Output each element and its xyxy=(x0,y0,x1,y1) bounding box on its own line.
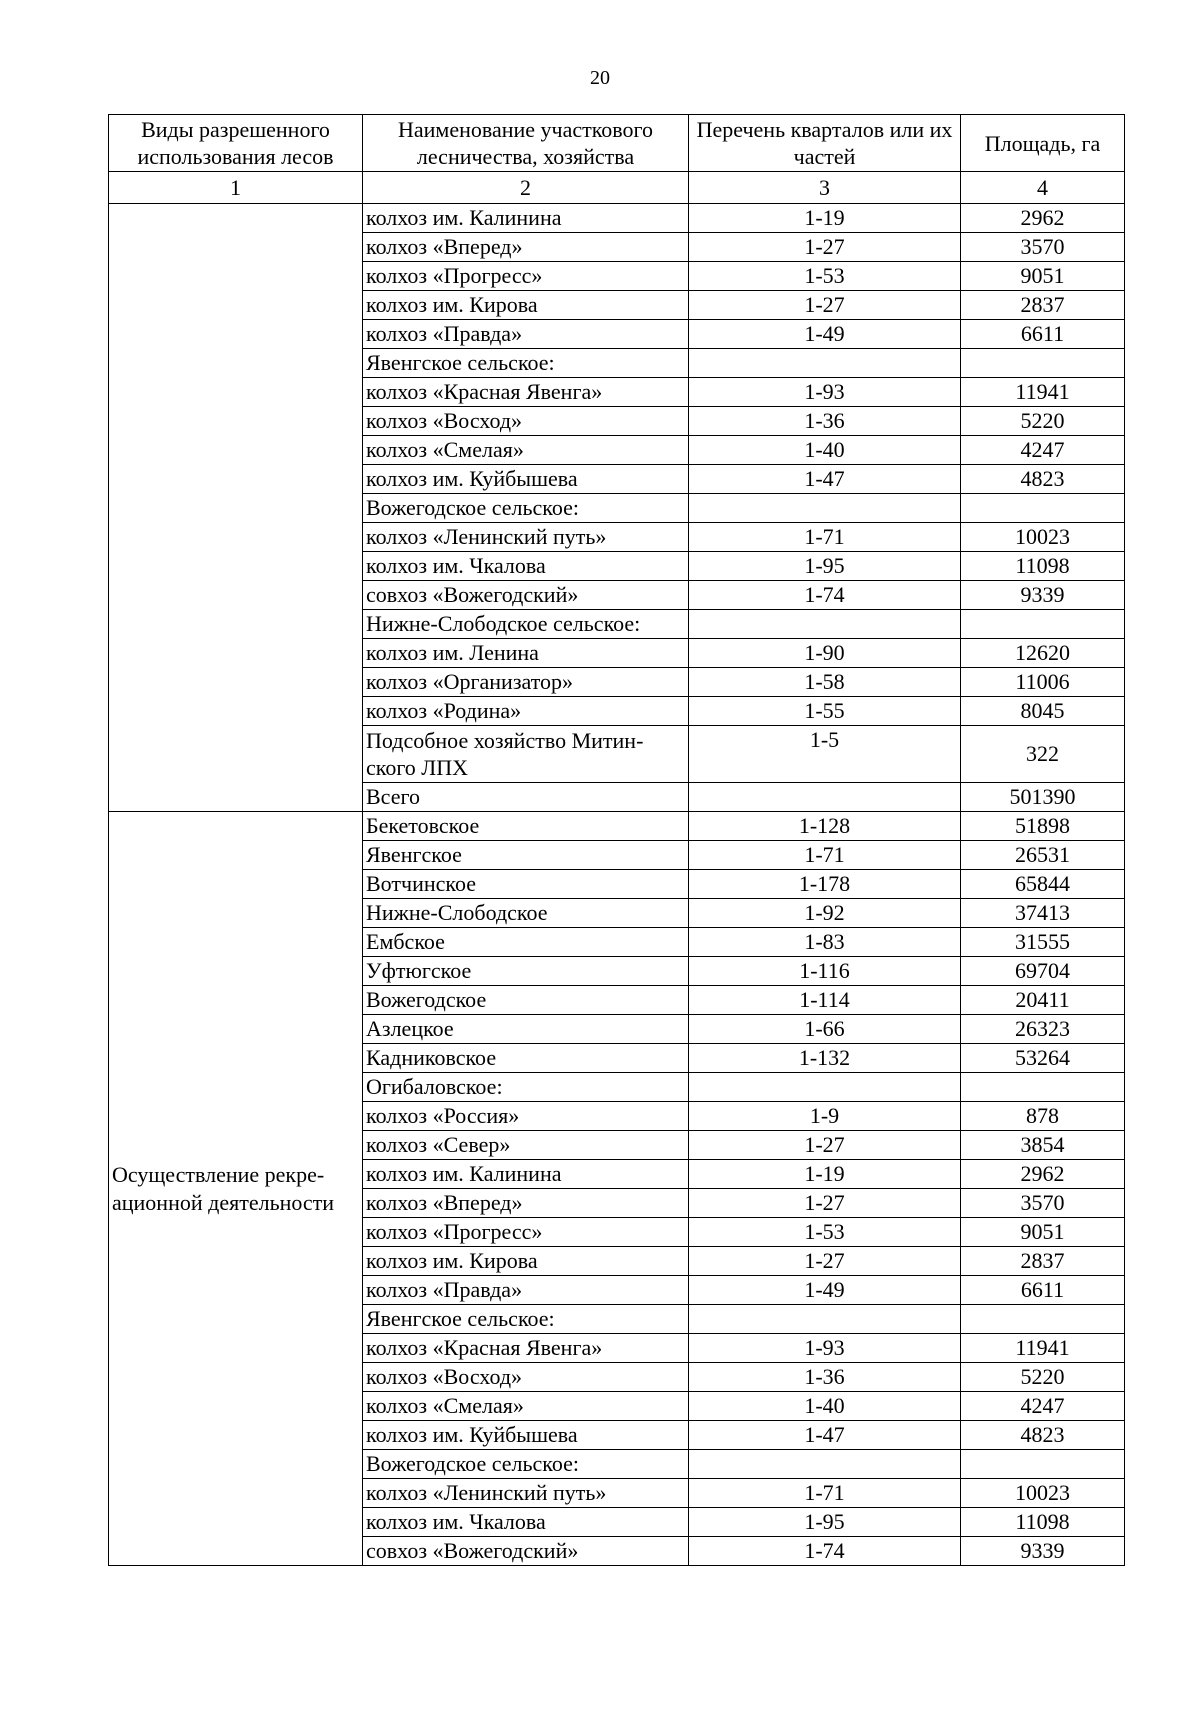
quarters-cell: 1-49 xyxy=(689,320,961,349)
quarters-cell: 1-71 xyxy=(689,1479,961,1508)
area-cell: 69704 xyxy=(961,957,1125,986)
forestry-name-cell: колхоз им. Калинина xyxy=(363,1160,689,1189)
quarters-cell: 1-93 xyxy=(689,378,961,407)
area-cell xyxy=(961,1073,1125,1102)
area-cell: 26323 xyxy=(961,1015,1125,1044)
area-cell: 31555 xyxy=(961,928,1125,957)
area-cell: 11098 xyxy=(961,1508,1125,1537)
area-cell: 2837 xyxy=(961,1247,1125,1276)
quarters-cell: 1-40 xyxy=(689,1392,961,1421)
header-area: Площадь, га xyxy=(961,115,1125,172)
table-body xyxy=(109,204,1125,1566)
quarters-cell: 1-71 xyxy=(689,841,961,870)
forestry-name-cell: Бекетовское xyxy=(363,812,689,841)
area-cell xyxy=(961,1450,1125,1479)
quarters-cell: 1-178 xyxy=(689,870,961,899)
quarters-cell: 1-19 xyxy=(689,204,961,233)
area-cell xyxy=(961,494,1125,523)
quarters-cell: 1-27 xyxy=(689,1247,961,1276)
quarters-cell: 1-53 xyxy=(689,262,961,291)
area-cell: 11006 xyxy=(961,668,1125,697)
forestry-name-cell: колхоз «Красная Явенга» xyxy=(363,1334,689,1363)
quarters-cell: 1-90 xyxy=(689,639,961,668)
column-number: 2 xyxy=(363,172,689,204)
quarters-cell: 1-47 xyxy=(689,1421,961,1450)
area-cell: 10023 xyxy=(961,1479,1125,1508)
quarters-cell: 1-95 xyxy=(689,1508,961,1537)
area-cell: 3570 xyxy=(961,233,1125,262)
use-type-cell xyxy=(109,204,363,812)
forest-use-table xyxy=(108,114,1125,1566)
column-number: 1 xyxy=(109,172,363,204)
quarters-cell: 1-49 xyxy=(689,1276,961,1305)
quarters-cell: 1-53 xyxy=(689,1218,961,1247)
area-cell xyxy=(961,349,1125,378)
area-cell: 11098 xyxy=(961,552,1125,581)
quarters-cell: 1-71 xyxy=(689,523,961,552)
area-cell: 3854 xyxy=(961,1131,1125,1160)
area-cell: 878 xyxy=(961,1102,1125,1131)
area-cell: 12620 xyxy=(961,639,1125,668)
forestry-name-cell: Огибаловское: xyxy=(363,1073,689,1102)
forestry-name-cell: колхоз «Родина» xyxy=(363,697,689,726)
quarters-cell: 1-27 xyxy=(689,233,961,262)
forestry-name-cell: Явенгское xyxy=(363,841,689,870)
area-cell: 11941 xyxy=(961,1334,1125,1363)
forestry-name-cell: колхоз им. Ленина xyxy=(363,639,689,668)
forestry-name-cell: колхоз им. Кирова xyxy=(363,1247,689,1276)
forestry-name-cell: Явенгское сельское: xyxy=(363,349,689,378)
area-cell: 6611 xyxy=(961,1276,1125,1305)
quarters-cell: 1-27 xyxy=(689,291,961,320)
forestry-name-cell: Явенгское сельское: xyxy=(363,1305,689,1334)
page-number: 20 xyxy=(590,67,610,89)
quarters-cell: 1-40 xyxy=(689,436,961,465)
area-cell: 4823 xyxy=(961,465,1125,494)
forestry-name-cell: колхоз «Ленинский путь» xyxy=(363,1479,689,1508)
area-cell: 2962 xyxy=(961,204,1125,233)
header-quarters: Перечень кварталов или их частей xyxy=(689,115,961,172)
area-cell: 2962 xyxy=(961,1160,1125,1189)
quarters-cell: 1-27 xyxy=(689,1131,961,1160)
area-cell: 2837 xyxy=(961,291,1125,320)
area-cell: 10023 xyxy=(961,523,1125,552)
area-cell: 8045 xyxy=(961,697,1125,726)
area-cell: 3570 xyxy=(961,1189,1125,1218)
quarters-cell: 1-93 xyxy=(689,1334,961,1363)
area-cell: 5220 xyxy=(961,1363,1125,1392)
quarters-cell xyxy=(689,349,961,378)
area-cell: 4823 xyxy=(961,1421,1125,1450)
area-cell: 51898 xyxy=(961,812,1125,841)
quarters-cell xyxy=(689,1450,961,1479)
forestry-name-cell: Ембское xyxy=(363,928,689,957)
table-row xyxy=(109,812,1125,841)
forestry-name-cell: совхоз «Вожегодский» xyxy=(363,1537,689,1566)
forestry-name-cell: колхоз «Ленинский путь» xyxy=(363,523,689,552)
quarters-cell: 1-55 xyxy=(689,697,961,726)
forestry-name-cell: колхоз «Восход» xyxy=(363,407,689,436)
quarters-cell: 1-74 xyxy=(689,581,961,610)
forestry-name-cell: колхоз «Правда» xyxy=(363,320,689,349)
quarters-cell: 1-27 xyxy=(689,1189,961,1218)
quarters-cell: 1-36 xyxy=(689,1363,961,1392)
quarters-cell: 1-74 xyxy=(689,1537,961,1566)
quarters-cell: 1-19 xyxy=(689,1160,961,1189)
forestry-name-cell: Кадниковское xyxy=(363,1044,689,1073)
quarters-cell: 1-114 xyxy=(689,986,961,1015)
area-cell: 4247 xyxy=(961,436,1125,465)
forestry-name-cell: колхоз «Прогресс» xyxy=(363,262,689,291)
forestry-name-cell: колхоз «Вперед» xyxy=(363,1189,689,1218)
forestry-name-cell: Уфтюгское xyxy=(363,957,689,986)
area-cell: 9339 xyxy=(961,1537,1125,1566)
forestry-name-cell: колхоз «Смелая» xyxy=(363,436,689,465)
quarters-cell: 1-92 xyxy=(689,899,961,928)
quarters-cell: 1-5 xyxy=(689,726,961,783)
table-header-row xyxy=(109,115,1125,172)
forestry-name-cell: Нижне-Слободское xyxy=(363,899,689,928)
column-number-row xyxy=(109,172,1125,204)
forestry-name-cell: колхоз «Вперед» xyxy=(363,233,689,262)
area-cell: 4247 xyxy=(961,1392,1125,1421)
forestry-name-cell: колхоз им. Чкалова xyxy=(363,552,689,581)
area-cell: 501390 xyxy=(961,783,1125,812)
quarters-cell: 1-9 xyxy=(689,1102,961,1131)
area-cell: 9051 xyxy=(961,262,1125,291)
forestry-name-cell: Вожегодское сельское: xyxy=(363,494,689,523)
forestry-name-cell: колхоз им. Чкалова xyxy=(363,1508,689,1537)
area-cell xyxy=(961,1305,1125,1334)
quarters-cell: 1-132 xyxy=(689,1044,961,1073)
forestry-name-cell: колхоз «Север» xyxy=(363,1131,689,1160)
use-type-cell: Осуществление рекре-ационной деятельности xyxy=(109,812,363,1566)
forestry-name-cell: колхоз «Прогресс» xyxy=(363,1218,689,1247)
forestry-name-cell: Вотчинское xyxy=(363,870,689,899)
area-cell: 11941 xyxy=(961,378,1125,407)
area-cell: 9339 xyxy=(961,581,1125,610)
forestry-name-cell: колхоз «Красная Явенга» xyxy=(363,378,689,407)
forestry-name-cell: колхоз «Восход» xyxy=(363,1363,689,1392)
area-cell: 37413 xyxy=(961,899,1125,928)
forestry-name-cell: Нижне-Слободское сельское: xyxy=(363,610,689,639)
table-row xyxy=(109,204,1125,233)
quarters-cell xyxy=(689,783,961,812)
quarters-cell xyxy=(689,494,961,523)
forestry-name-cell: Подсобное хозяйство Митин-ского ЛПХ xyxy=(363,726,689,783)
area-cell: 9051 xyxy=(961,1218,1125,1247)
area-cell: 53264 xyxy=(961,1044,1125,1073)
quarters-cell xyxy=(689,1073,961,1102)
area-cell: 322 xyxy=(961,726,1125,783)
area-cell: 65844 xyxy=(961,870,1125,899)
quarters-cell: 1-83 xyxy=(689,928,961,957)
quarters-cell: 1-116 xyxy=(689,957,961,986)
forestry-name-cell: колхоз им. Калинина xyxy=(363,204,689,233)
forestry-name-cell: колхоз «Организатор» xyxy=(363,668,689,697)
area-cell: 6611 xyxy=(961,320,1125,349)
area-cell: 20411 xyxy=(961,986,1125,1015)
quarters-cell: 1-95 xyxy=(689,552,961,581)
forestry-name-cell: колхоз им. Куйбышева xyxy=(363,465,689,494)
quarters-cell xyxy=(689,1305,961,1334)
forestry-name-cell: Всего xyxy=(363,783,689,812)
forestry-name-cell: совхоз «Вожегодский» xyxy=(363,581,689,610)
area-cell: 5220 xyxy=(961,407,1125,436)
area-cell: 26531 xyxy=(961,841,1125,870)
column-number: 4 xyxy=(961,172,1125,204)
quarters-cell: 1-47 xyxy=(689,465,961,494)
forestry-name-cell: колхоз «Правда» xyxy=(363,1276,689,1305)
column-number: 3 xyxy=(689,172,961,204)
forestry-name-cell: колхоз «Россия» xyxy=(363,1102,689,1131)
forestry-name-cell: колхоз «Смелая» xyxy=(363,1392,689,1421)
area-cell xyxy=(961,610,1125,639)
quarters-cell: 1-58 xyxy=(689,668,961,697)
header-forestry-name: Наименование участкового лесничества, хозяйства xyxy=(363,115,689,172)
forestry-name-cell: Вожегодское сельское: xyxy=(363,1450,689,1479)
header-use-type: Виды разрешенного использования лесов xyxy=(109,115,363,172)
quarters-cell xyxy=(689,610,961,639)
forestry-name-cell: колхоз им. Кирова xyxy=(363,291,689,320)
forestry-name-cell: Вожегодское xyxy=(363,986,689,1015)
quarters-cell: 1-128 xyxy=(689,812,961,841)
quarters-cell: 1-36 xyxy=(689,407,961,436)
forestry-name-cell: Азлецкое xyxy=(363,1015,689,1044)
quarters-cell: 1-66 xyxy=(689,1015,961,1044)
forestry-name-cell: колхоз им. Куйбышева xyxy=(363,1421,689,1450)
